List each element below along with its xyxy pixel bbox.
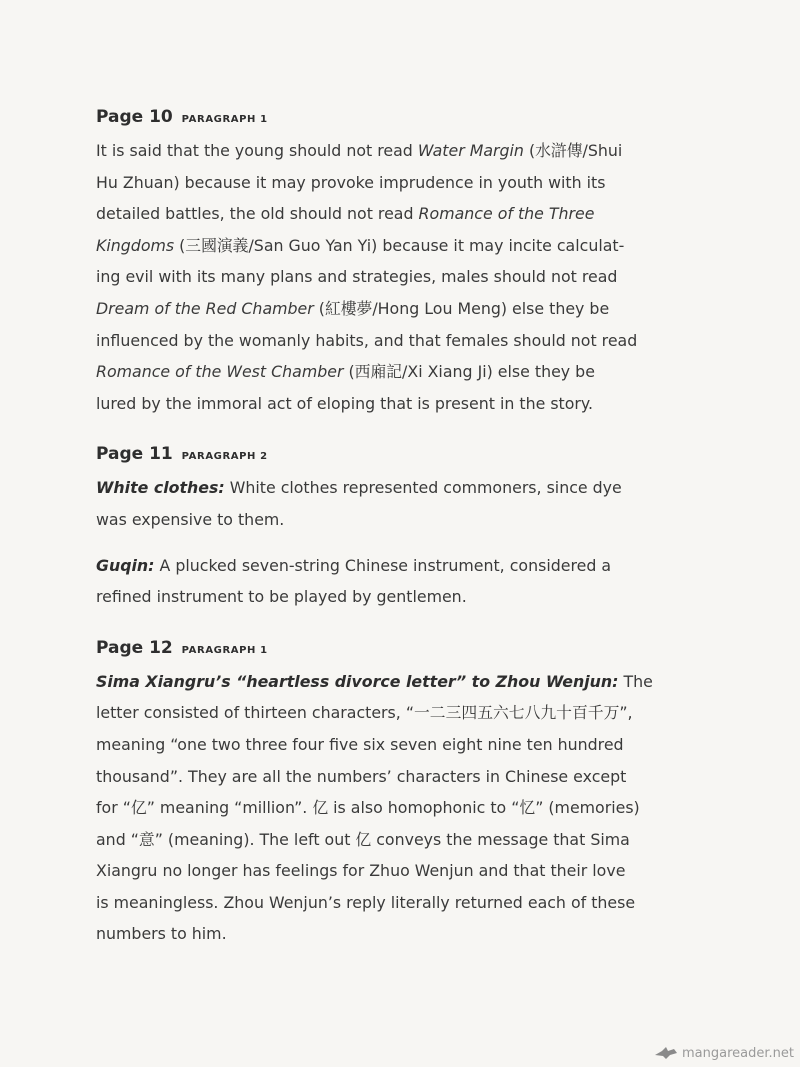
text-line (96, 135, 686, 167)
text-line: Xiangru no longer has feelings for Zhuo Wenjun and that their love (96, 861, 626, 881)
text-line: and “意” (meaning). The left out 亿 conveys the message that Sima (96, 829, 630, 849)
text-line (96, 167, 686, 199)
text-span: (紅樓夢/Hong Lou Meng) else they be (313, 298, 610, 318)
entry-term: Sima Xiangru’s “heartless divorce letter” to Zhou Wenjun: (96, 671, 619, 691)
text-line (96, 293, 686, 325)
section-page-12 (96, 635, 686, 950)
paragraph-label: PARAGRAPH 2 (181, 451, 268, 463)
section-page-11 (96, 441, 686, 612)
section-heading (96, 635, 686, 664)
entry-term: White clothes: (96, 478, 225, 498)
text-span: detailed battles, the old should not read (96, 204, 419, 224)
entry-term: Guqin: (96, 555, 155, 575)
text-span: A plucked seven-string Chinese instrument, considered a (154, 555, 612, 575)
text-span: White clothes represented commoners, since dye (224, 478, 622, 498)
text-span: (三國演義/San Guo Yan Yi) because it may incite calculat- (174, 235, 625, 255)
text-line (96, 261, 686, 293)
text-span: influenced by the womanly habits, and that females should not read (96, 330, 638, 350)
text-line: thousand”. They are all the numbers’ characters in Chinese except (96, 766, 627, 786)
text-line (96, 388, 686, 420)
text-span: The (618, 671, 653, 691)
text-line (96, 325, 686, 357)
text-span: refined instrument to be played by gentlemen. (96, 587, 467, 607)
entry-white-clothes (96, 472, 686, 535)
section-heading (96, 441, 686, 470)
text-line (96, 230, 686, 262)
book-title: Water Margin (417, 141, 524, 160)
page-number: Page 11 (96, 444, 173, 465)
page-number: Page 12 (96, 637, 173, 658)
text-span: Hu Zhuan) because it may provoke imprudence in youth with its (96, 172, 606, 192)
text-line (96, 356, 686, 388)
entry-guqin (96, 550, 686, 613)
watermark-text: mangareader.net (682, 1045, 794, 1061)
text-line (96, 666, 686, 698)
book-title: Kingdoms (96, 235, 175, 255)
text-span: ing evil with its many plans and strategies, males should not read (96, 267, 618, 287)
text-line (96, 472, 686, 504)
text-span: lured by the immoral act of eloping that is present in the story. (96, 393, 594, 413)
book-title: Romance of the West Chamber (96, 362, 344, 382)
text-line: is meaningless. Zhou Wenjun’s reply literally returned each of these (96, 892, 636, 912)
bird-logo-icon (654, 1045, 678, 1061)
section-heading (96, 104, 686, 133)
text-span: (水滸傳/Shui (523, 141, 623, 160)
text-line (96, 581, 686, 613)
notes-page (96, 104, 686, 972)
paragraph-label: PARAGRAPH 1 (181, 644, 268, 656)
section-page-10 (96, 104, 686, 419)
text-line (96, 550, 686, 582)
text-span: It is said that the young should not read (96, 141, 418, 160)
page-number: Page 10 (96, 107, 173, 127)
text-line: meaning “one two three four five six seven eight nine ten hundred (96, 734, 624, 754)
text-line: letter consisted of thirteen characters, “一二三四五六七八九十百千万”, (96, 703, 633, 723)
site-watermark (654, 1045, 794, 1061)
book-title: Dream of the Red Chamber (96, 298, 314, 318)
text-line: for “亿” meaning “million”. 亿 is also homophonic to “忆” (memories) (96, 798, 640, 818)
book-title: Romance of the Three (418, 204, 595, 224)
paragraph-body (96, 666, 686, 950)
paragraph-label: PARAGRAPH 1 (181, 114, 268, 125)
text-line (96, 198, 686, 230)
paragraph-body (96, 135, 686, 419)
text-span: (西廂記/Xi Xiang Ji) else they be (343, 362, 595, 382)
text-span: was expensive to them. (96, 509, 285, 529)
text-line (96, 504, 686, 536)
text-line: numbers to him. (96, 924, 227, 944)
